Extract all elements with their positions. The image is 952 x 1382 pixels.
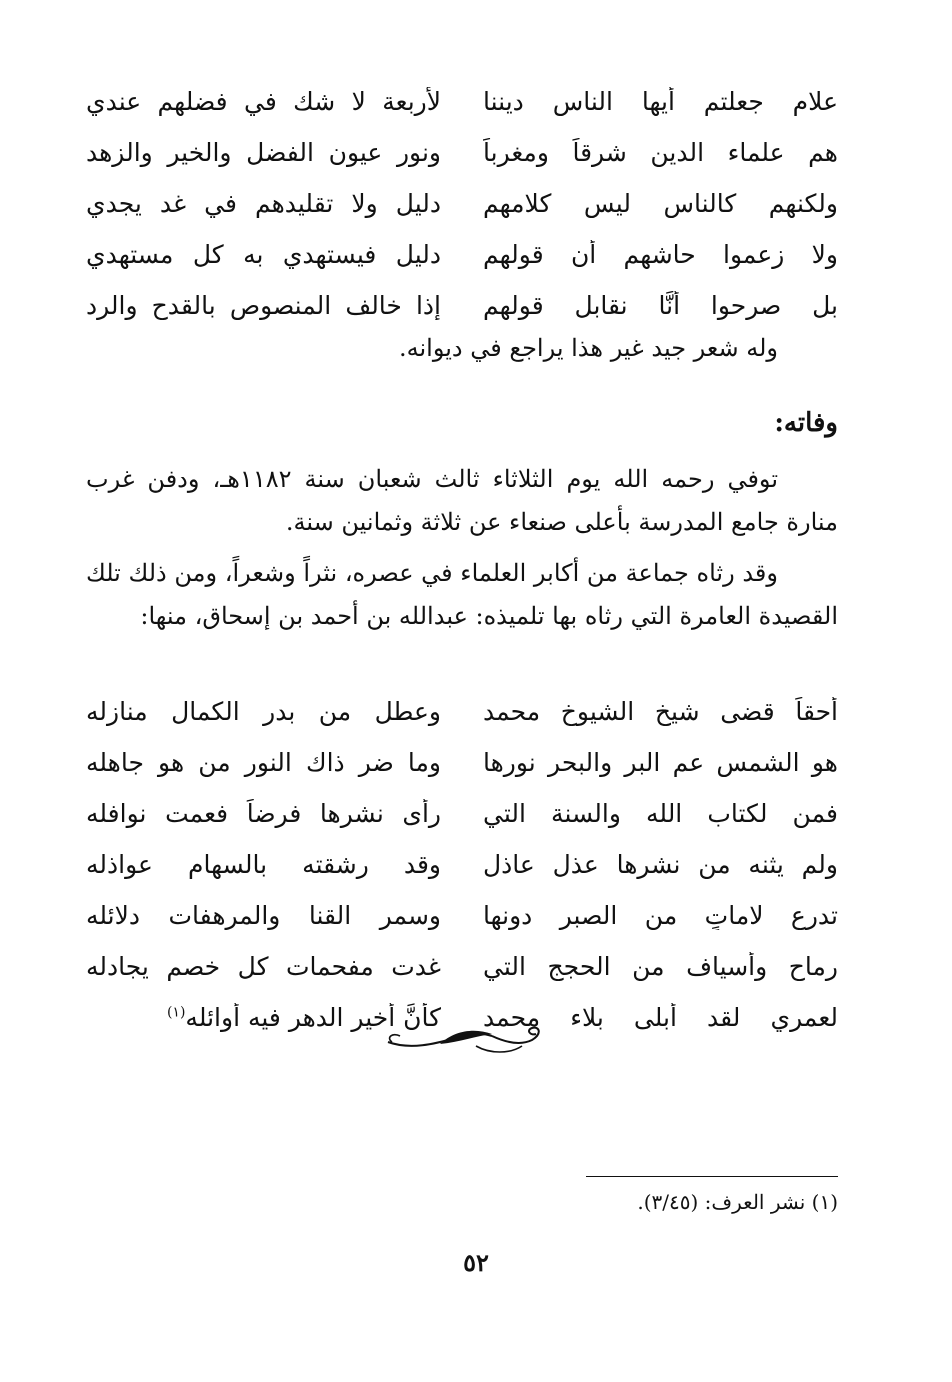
footnote-separator [586, 1176, 838, 1177]
verse-first-hemistich: هم علماء الدين شرقاً ومغرباً [483, 138, 838, 167]
ornament-divider-icon [380, 1022, 552, 1058]
poem-note [86, 334, 838, 362]
verse-second-hemistich: وقد رشقته بالسهام عواذله [86, 850, 441, 879]
verse-first-hemistich: ولا زعموا حاشهم أن قولهم [483, 240, 838, 269]
verse-text: كأنَّ أخير الدهر فيه أوائله [185, 1003, 441, 1032]
verse-second-hemistich: غدت مفحمات كل خصم يجادله [86, 952, 441, 981]
verse-first-hemistich: لعمري لقد أبلى بلاء محمد [483, 1003, 838, 1032]
poem-elegy [86, 686, 838, 1043]
poem-verse [86, 229, 838, 280]
elegy-intro-paragraph: وقد رثاه جماعة من أكابر العلماء في عصره، نثراً وشعراً، ومن ذلك تلك القصيدة العامرة التي رثاه بها تلميذه: عبدالله بن أحمد بن إسحاق، منها: [86, 559, 838, 630]
verse-first-hemistich: بل صرحوا أنَّا نقابل قولهم [483, 291, 838, 320]
verse-second-hemistich: وسمر القنا والمرهفات دلائله [86, 901, 441, 930]
poem-verse [86, 788, 838, 839]
poem-verse [86, 686, 838, 737]
verse-second-hemistich: لأربعة لا شك في فضلهم عندي [86, 87, 441, 116]
verse-second-hemistich: وما ضر ذاك النور من هو جاهله [86, 748, 441, 777]
verse-second-hemistich: وعطل من بدر الكمال منازله [86, 697, 441, 726]
verse-first-hemistich: هو الشمس عم البر والبحر نورها [483, 748, 838, 777]
page-number: ٥٢ [463, 1248, 489, 1277]
verse-second-hemistich: ونور عيون الفضل والخير والزهد [86, 138, 441, 167]
verse-first-hemistich: أحقاً قضى شيخ الشيوخ محمد [483, 697, 838, 726]
verse-first-hemistich: فمن لكتاب الله والسنة التي [483, 799, 838, 828]
poem-verse [86, 280, 838, 331]
poem-verse [86, 890, 838, 941]
verse-second-hemistich: رأى نشرها فرضاً فعمت نوافله [86, 799, 441, 828]
footnote: (١) نشر العرف: (٣/٤٥). [637, 1190, 838, 1214]
verse-second-hemistich: إذا خالف المنصوص بالقدح والرد [86, 291, 441, 320]
poem-verse [86, 737, 838, 788]
poem-verse [86, 941, 838, 992]
verse-second-hemistich: دليل فيستهدي به كل مستهدي [86, 240, 441, 269]
verse-second-hemistich: دليل ولا تقليدهم في غد يجدي [86, 189, 441, 218]
poem-note-text: وله شعر جيد غير هذا يراجع في ديوانه. [398, 334, 778, 362]
poem-verse [86, 127, 838, 178]
verse-first-hemistich: علام جعلتم أيها الناس ديننا [483, 87, 838, 116]
verse-first-hemistich: ولكنهم كالناس ليس كلامهم [483, 189, 838, 218]
poem-verse [86, 839, 838, 890]
verse-first-hemistich: تدرع لاماتٍ من الصبر دونها [483, 901, 838, 930]
poem-verse [86, 76, 838, 127]
poem-first [86, 76, 838, 331]
death-paragraph: توفي رحمه الله يوم الثلاثاء ثالث شعبان سنة ١١٨٢هـ، ودفن غرب منارة جامع المدرسة بأعلى صنعاء عن ثلاثة وثمانين سنة. [86, 465, 838, 536]
section-heading: وفاته: [774, 408, 838, 438]
verse-first-hemistich: ولم يثنه من نشرها عذل عاذل [483, 850, 838, 879]
verse-first-hemistich: رماح وأسياف من الحجج التي [483, 952, 838, 981]
poem-verse [86, 178, 838, 229]
footnote-marker: (١) [166, 1004, 186, 1021]
